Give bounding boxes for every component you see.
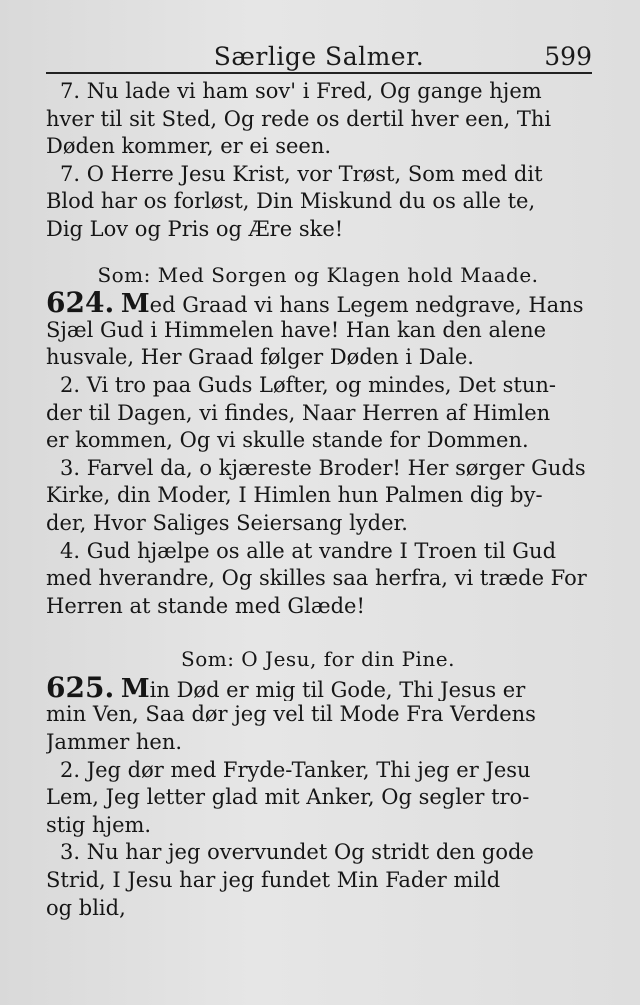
verse-line: Dig Lov og Pris og Ære ske! <box>46 216 344 241</box>
verse-line: min Ven, Saa dør jeg vel til Mode Fra Verdens <box>46 702 536 727</box>
verse-line: 3. Farvel da, o kjæreste Broder! Her sørger Guds <box>60 455 586 480</box>
verse-line: hver til sit Sted, Og rede os dertil hver een, Thi <box>46 106 552 131</box>
verse-line: med hverandre, Og skilles saa herfra, vi træde For <box>46 566 587 591</box>
verse-line: Jammer hen. <box>46 730 183 755</box>
verse-line: 2. Vi tro paa Guds Løfter, og mindes, Det stun- <box>60 372 557 397</box>
verse-line: stig hjem. <box>46 812 152 837</box>
page-text <box>46 78 590 922</box>
verse-line: og blid, <box>46 895 126 920</box>
verse-line: 7. O Herre Jesu Krist, vor Trøst, Som med dit <box>60 161 543 186</box>
verse-line: Blod har os forløst, Din Miskund du os alle te, <box>46 189 536 214</box>
verse-line: 3. Nu har jeg overvundet Og stridt den gode <box>60 840 534 865</box>
verse-line: husvale, Her Graad følger Døden i Dale. <box>46 345 474 370</box>
page-number: 599 <box>544 42 592 71</box>
verse-line: Strid, I Jesu har jeg fundet Min Fader mild <box>46 868 501 893</box>
hymn-number: 625. <box>46 673 115 702</box>
hymn-first-line <box>46 674 590 702</box>
verse-line: Lem, Jeg letter glad mit Anker, Og segler tro- <box>46 785 530 810</box>
first-line-text: in Død er mig til Gode, Thi Jesus er <box>149 677 526 702</box>
verse-line: 4. Gud hjælpe os alle at vandre I Troen til Gud <box>60 538 557 563</box>
verse-line: Herren at stande med Glæde! <box>46 593 365 618</box>
page-header <box>46 40 592 74</box>
verse-line: 7. Nu lade vi ham sov' i Fred, Og gange hjem <box>60 79 542 103</box>
hymn-number: 624. <box>46 289 115 317</box>
running-title: Særlige Salmer. <box>213 42 425 71</box>
verse-line: er kommen, Og vi skulle stande for Dommen. <box>46 428 529 453</box>
first-line-text: ed Graad vi hans Legem nedgrave, Hans <box>149 293 584 317</box>
verse-line: Døden kommer, er ei seen. <box>46 134 332 159</box>
verse-line: der til Dagen, vi findes, Naar Herren af Himlen <box>46 400 551 425</box>
verse-line: Sjæl Gud i Himmelen have! Han kan den alene <box>46 317 547 342</box>
drop-initial: M <box>120 289 150 317</box>
tune-indication: Som: Med Sorgen og Klagen hold Maade. <box>97 262 539 287</box>
verse-line: 2. Jeg dør med Fryde-Tanker, Thi jeg er Jesu <box>60 757 531 782</box>
verse-line: Kirke, din Moder, I Himlen hun Palmen dig by- <box>46 483 543 508</box>
tune-indication: Som: O Jesu, for din Pine. <box>181 647 455 672</box>
hymn-first-line <box>46 289 590 317</box>
drop-initial: M <box>120 673 150 702</box>
verse-line: der, Hvor Saliges Seiersang lyder. <box>46 510 408 535</box>
